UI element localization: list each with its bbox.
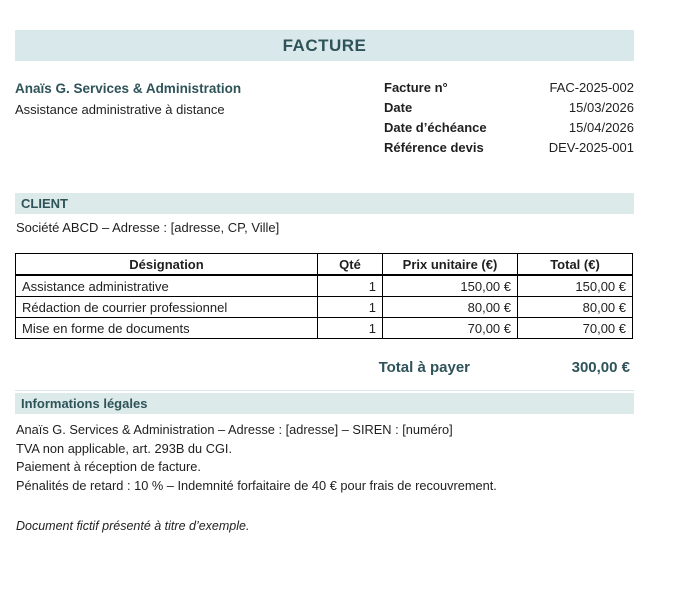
meta-value: 15/03/2026 [568,100,634,115]
cell-qty: 1 [318,318,383,339]
company-tagline: Assistance administrative à distance [15,102,225,117]
total-label: Total à payer [378,359,470,376]
invoice-meta [384,78,634,158]
company-block [15,78,384,158]
cell-total: 70,00 € [518,318,633,339]
client-section-header: CLIENT [15,193,634,214]
legal-line-payment: Paiement à réception de facture. [16,459,201,474]
cell-unit-price: 70,00 € [383,318,518,339]
legal-line-vat: TVA non applicable, art. 293B du CGI. [16,440,233,456]
cell-designation: Rédaction de courrier professionnel [16,297,318,318]
cell-qty: 1 [318,297,383,318]
items-table [15,253,633,339]
meta-row-quote-ref [384,138,634,158]
meta-row-date [384,98,634,118]
company-name: Anaïs G. Services & Administration [15,81,242,96]
invoice-title-banner [15,30,634,61]
legal-section-header: Informations légales [15,393,634,414]
meta-value: 15/04/2026 [568,120,634,135]
cell-qty: 1 [318,275,383,297]
client-details: Société ABCD – Adresse : [adresse, CP, Ville] [16,220,280,235]
legal-lines [15,421,634,495]
meta-value: DEV-2025-001 [548,140,634,155]
table-row [16,297,633,318]
meta-row-due-date [384,118,634,138]
meta-value: FAC-2025-002 [549,80,634,95]
meta-label: Date d’échéance [384,120,487,135]
cell-designation: Assistance administrative [16,275,318,297]
cell-total: 80,00 € [518,297,633,318]
cell-designation: Mise en forme de documents [16,318,318,339]
meta-label: Date [384,100,413,115]
invoice-document [15,0,634,533]
column-header-total: Total (€) [518,254,633,276]
table-row [16,318,633,339]
section-divider [15,390,634,391]
cell-total: 150,00 € [518,275,633,297]
legal-line-penalties: Pénalités de retard : 10 % – Indemnité forfaitaire de 40 € pour frais de recouvrement. [16,477,497,493]
column-header-unit-price: Prix unitaire (€) [383,254,518,276]
total-value: 300,00 € [571,359,630,376]
column-header-designation: Désignation [16,254,318,276]
meta-label: Référence devis [384,140,484,155]
items-table-header-row [16,254,633,276]
cell-unit-price: 150,00 € [383,275,518,297]
disclaimer-note: Document fictif présenté à titre d’exemple. [16,519,250,533]
total-row [15,359,634,376]
legal-line-company: Anaïs G. Services & Administration – Adresse : [adresse] – SIREN : [numéro] [16,422,453,437]
invoice-header [15,78,634,158]
table-row [16,275,633,297]
meta-row-invoice-number [384,78,634,98]
column-header-qty: Qté [318,254,383,276]
cell-unit-price: 80,00 € [383,297,518,318]
meta-label: Facture n° [384,80,448,95]
page-title: FACTURE [282,35,367,55]
